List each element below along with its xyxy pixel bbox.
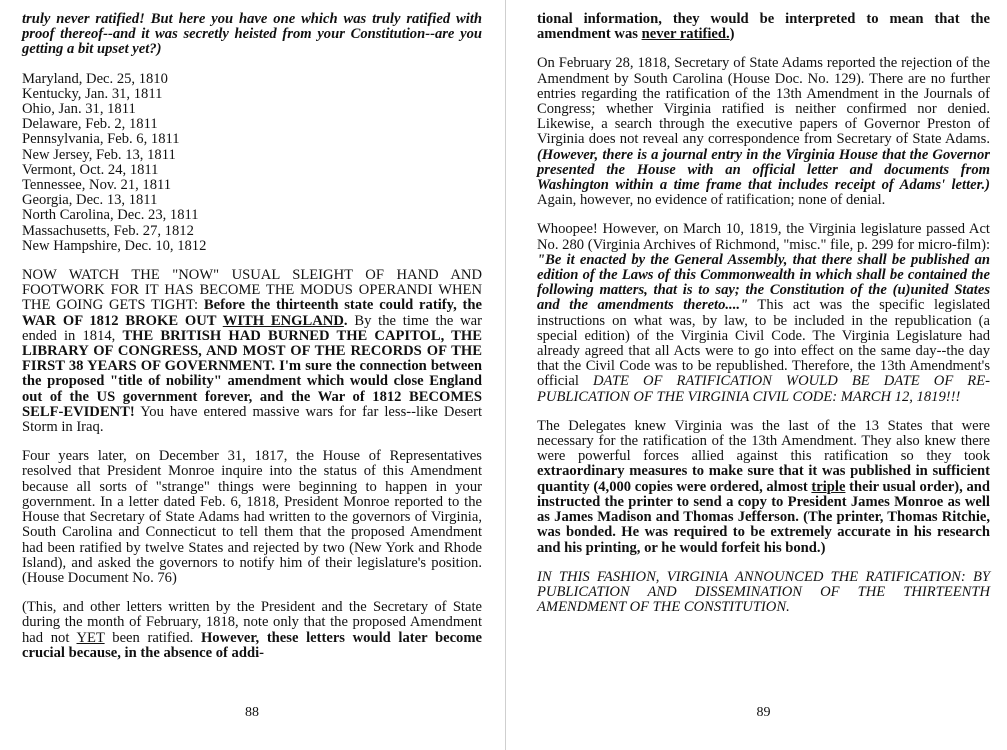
right-page: [537, 0, 990, 750]
virginia-act-paragraph: [537, 222, 990, 404]
list-item: Vermont, Oct. 24, 1811: [22, 161, 159, 178]
bold-text-run: .: [343, 312, 348, 329]
conclusion-paragraph: [537, 570, 990, 616]
intro-paragraph: [22, 12, 482, 58]
text-run: (This, and other letters written by the President and the Secretary of State during the month of February, 1818, note only that the proposed Amendment had not: [22, 599, 482, 646]
text-run: NOW WATCH THE "NOW" USUAL SLEIGHT OF HAND AND FOOTWORK FOR IT HAS BECOME THE MODUS OPERANDI WHEN THE GOING GETS TIGHT:: [22, 267, 482, 314]
italic-run: IN THIS FASHION, VIRGINIA ANNOUNCED THE RATIFICATION: BY PUBLICATION AND DISSEMINATION OF THE THIRTEENTH AMENDMENT OF THE CONSTITUTION.: [537, 568, 990, 616]
bold-text-run: their usual order), and instructed the printer to send a copy to President James Monroe as well as James Madison and Thomas Jefferson. (The printer, Thomas Ritchie, was bonded. He was required to be extremely accurate in his research and his printing, or he would forfeit his bond.): [537, 478, 990, 556]
ratification-list: [22, 72, 482, 254]
bold-text-run: THE BRITISH HAD BURNED THE CAPITOL, THE LIBRARY OF CONGRESS, AND MOST OF THE RECORDS OF THE FIRST 38 YEARS OF GOVERNMENT. I'm sure the connection between the proposed "title of nobility" amendment which would close England out of the US government forever, and the War of 1812 BECOMES SELF-EVIDENT!: [22, 327, 482, 420]
italic-run: DATE OF RATIFICATION WOULD BE DATE OF RE-PUBLICATION OF THE VIRGINIA CIVIL CODE: MARCH 12, 1819!!!: [537, 373, 990, 405]
sleight-of-hand-paragraph: [22, 268, 482, 435]
right-page-text: [537, 12, 990, 629]
underlined-bold-run: never ratified.: [641, 26, 730, 43]
bold-text-run: extraordinary measures to make sure that it was published in sufficient quantity (4,000 copies were ordered, almost: [537, 463, 990, 495]
page-number: 89: [756, 705, 771, 720]
left-page: [22, 0, 482, 750]
list-item: Georgia, Dec. 13, 1811: [22, 192, 158, 209]
text-run: been ratified.: [104, 629, 201, 646]
underlined-bold-run: triple: [811, 478, 846, 495]
underlined-run: YET: [76, 629, 105, 646]
text-run: By the time the war ended in 1814,: [22, 312, 483, 344]
list-item: Maryland, Dec. 25, 1810: [22, 70, 168, 87]
text-run: The Delegates knew Virginia was the last of the 13 States that were necessary for the ratification of the 13th Amendment. They also knew there were powerful forces allied against this ratification so they took: [537, 417, 990, 465]
bold-text-run: tional information, they would be interpreted to mean that the amendment was: [537, 11, 990, 43]
text-run: You have entered massive wars for far less--like Desert Storm in Iraq.: [22, 403, 482, 436]
intro-text: truly never ratified! But here you have one which was truly ratified with proof thereof--and it was secretly heisted from your Constitution--are you getting a bit upset yet?): [22, 11, 482, 58]
bold-text-run: However, these letters would later become crucial because, in the absence of addi-: [22, 629, 482, 661]
bold-text-run: Before the thirteenth state could ratify, the WAR OF 1812 BROKE OUT: [22, 297, 483, 329]
page-number: 88: [245, 705, 259, 720]
south-carolina-paragraph: [537, 56, 990, 208]
letters-paragraph: [22, 600, 482, 661]
continuation-paragraph: [537, 12, 990, 42]
delegates-paragraph: [537, 419, 990, 556]
house-resolution-paragraph: [22, 449, 482, 586]
list-item: New Jersey, Feb. 13, 1811: [22, 146, 176, 163]
list-item: Pennsylvania, Feb. 6, 1811: [22, 131, 180, 148]
underlined-bold-run: WITH ENGLAND: [222, 312, 344, 329]
bold-italic-run: "Be it enacted by the General Assembly, that there shall be published an edition of the Laws of this Commonwealth in which shall be contained the following matters, that is to say; the Constitution of the (u)united States and the amendments thereto....": [537, 251, 990, 314]
text-run: Again, however, no evidence of ratification; none of denial.: [537, 192, 886, 209]
list-item: Ohio, Jan. 31, 1811: [22, 101, 136, 118]
text-run: On February 28, 1818, Secretary of State Adams reported the rejection of the Amendment by South Carolina (House Doc. No. 129). There are no further entries regarding the ratification of the 13th Amendment in the Journals of Congress; whether Virginia ratified is neither confirmed nor denied. Likewise, a search through the executive papers of Governor Preston of Virginia does not reveal any correspondence from Secretary of State Adams.: [537, 55, 990, 148]
left-page-text: [22, 12, 482, 675]
list-item: North Carolina, Dec. 23, 1811: [22, 207, 199, 224]
list-item: Kentucky, Jan. 31, 1811: [22, 85, 163, 102]
text-run: Four years later, on December 31, 1817, the House of Representatives resolved that President Monroe inquire into the status of this Amendment because all sorts of "strange" things were beginning to happen in your government. In a letter dated Feb. 6, 1818, President Monroe reported to the House that Secretary of State Adams had written to the governors of Virginia, South Carolina and Connecticut to tell them that the proposed Amendment had been ratified by twelve States and rejected by two (New York and Rhode Island), and asked the governors to notify him of their legislature's position. (House Document No. 76): [22, 448, 482, 586]
list-item: Delaware, Feb. 2, 1811: [22, 116, 158, 133]
bold-italic-run: (However, there is a journal entry in the Virginia House that the Governor presented the House with an official letter and documents from Washington within a time frame that includes receipt of Adams' letter.): [537, 146, 990, 194]
book-spine: [505, 0, 506, 750]
list-item: Massachusetts, Feb. 27, 1812: [22, 222, 194, 239]
text-run: This act was the specific legislated instructions on what was, by law, to be included in the republication (a special edition) of the Virginia Civil Code. The Virginia Legislature had already agreed that all Acts were to go into effect on the same day--the day that the Civil Code was to be republished. Therefore, the 13th Amendment's official: [537, 297, 990, 390]
list-item: New Hampshire, Dec. 10, 1812: [22, 237, 207, 254]
list-item: Tennessee, Nov. 21, 1811: [22, 177, 172, 194]
bold-text-run: ): [729, 26, 735, 43]
text-run: Whoopee! However, on March 10, 1819, the Virginia legislature passed Act No. 280 (Virginia Archives of Richmond, "misc." file, p. 299 for micro-film):: [537, 221, 990, 253]
